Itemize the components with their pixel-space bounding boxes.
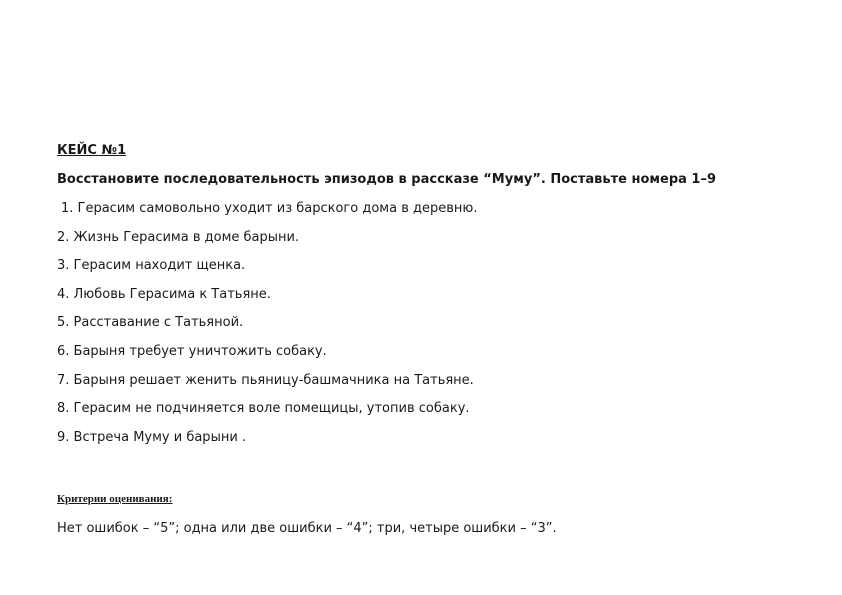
episode-item: 2. Жизнь Герасима в доме барыни. xyxy=(57,229,300,245)
criteria-title: Критерии оценивания: xyxy=(57,493,173,505)
episode-item: 6. Барыня требует уничтожить собаку. xyxy=(57,343,327,359)
episode-item: 8. Герасим не подчиняется воле помещицы, утопив собаку. xyxy=(57,401,470,417)
criteria-text: Нет ошибок – “5”; одна или две ошибки – “4”; три, четыре ошибки – “3”. xyxy=(57,521,557,536)
episode-item: 7. Барыня решает женить пьяницу-башмачника на Татьяне. xyxy=(57,372,474,388)
episode-item: 9. Встреча Муму и барыни . xyxy=(57,429,247,445)
episode-list xyxy=(57,200,477,457)
episode-item: 1. Герасим самовольно уходит из барского дома в деревню. xyxy=(61,201,478,216)
case-title: КЕЙС №1 xyxy=(57,143,127,158)
episode-item: 4. Любовь Герасима к Татьяне. xyxy=(57,286,271,302)
task-instruction: Восстановите последовательность эпизодов в рассказе “Муму”. Поставьте номера 1–9 xyxy=(57,172,717,187)
episode-item: 5. Расставание с Татьяной. xyxy=(57,315,244,331)
episode-item: 3. Герасим находит щенка. xyxy=(57,258,246,274)
